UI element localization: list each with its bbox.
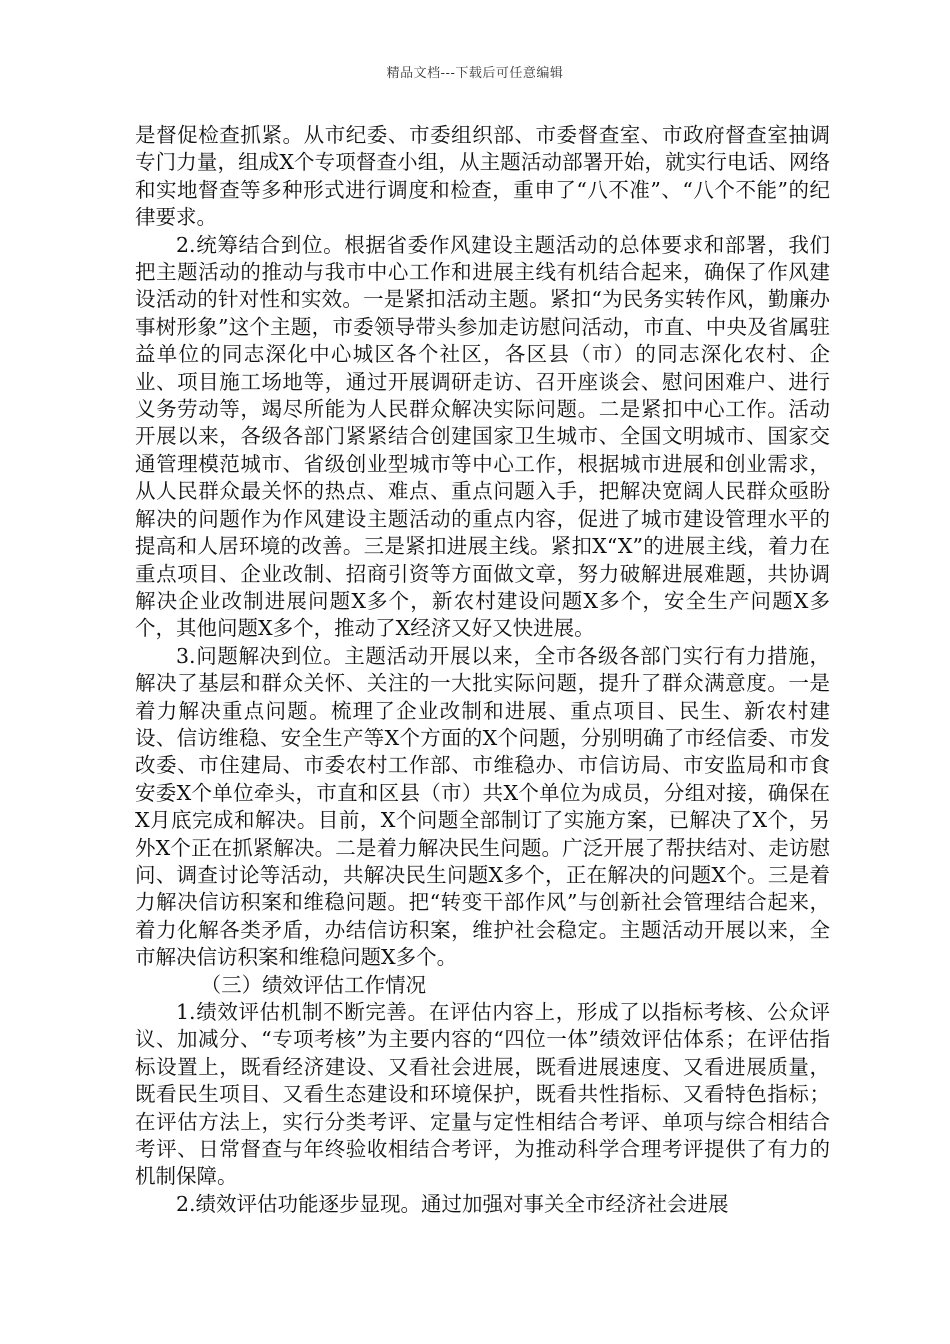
paragraph: 1.绩效评估机制不断完善。在评估内容上，形成了以指标考核、公众评议、加减分、“专项考核”为主要内容的“四位一体”绩效评估体系；在评估指标设置上，既看经济建设、又看社会进展，既看进展速度、又看进展质量，既看民生项目、又看生态建设和环境保护，既看共性指标、又看特色指标；在评估方法上，实行分类考评、定量与定性相结合考评、单项与综合相结合考评、日常督查与年终验收相结合考评，为推动科学合理考评提供了有力的机制保障。 — [135, 1000, 830, 1189]
paragraph: 是督促检查抓紧。从市纪委、市委组织部、市委督查室、市政府督查室抽调专门力量，组成X个专项督查小组，从主题活动部署开始，就实行电话、网络和实地督查等多种形式进行调度和检查，重申了“八不准”、“八个不能”的纪律要求。 — [135, 123, 830, 230]
paragraph: 2.绩效评估功能逐步显现。通过加强对事关全市经济社会进展 — [176, 1191, 729, 1216]
document-body — [135, 122, 830, 1218]
page-header: 精品文档---下载后可任意编辑 — [386, 66, 564, 81]
paragraph: 3.问题解决到位。主题活动开展以来，全市各级各部门实行有力措施，解决了基层和群众关怀、关注的一大批实际问题，提升了群众满意度。一是着力解决重点问题。梳理了企业改制和进展、重点项目、民生、新农村建设、信访维稳、安全生产等X个方面的X个问题，分别明确了市经信委、市发改委、市住建局、市委农村工作部、市维稳办、市信访局、市安监局和市食安委X个单位牵头，市直和区县（市）共X个单位为成员，分组对接，确保在X月底完成和解决。目前，X个问题全部制订了实施方案，已解决了X个，另外X个正在抓紧解决。二是着力解决民生问题。广泛开展了帮扶结对、走访慰问、调查讨论等活动，共解决民生问题X多个，正在解决的问题X个。三是着力解决信访积案和维稳问题。把“转变干部作风”与创新社会管理结合起来，着力化解各类矛盾，办结信访积案，维护社会稳定。主题活动开展以来，全市解决信访积案和维稳问题X多个。 — [135, 643, 830, 970]
section-heading: （三）绩效评估工作情况 — [200, 972, 427, 997]
paragraph: 2.统筹结合到位。根据省委作风建设主题活动的总体要求和部署，我们把主题活动的推动与我市中心工作和进展主线有机结合起来，确保了作风建设活动的针对性和实效。一是紧扣活动主题。紧扣“为民务实转作风，勤廉办事树形象”这个主题，市委领导带头参加走访慰问活动，市直、中央及省属驻益单位的同志深化中心城区各个社区，各区县（市）的同志深化农村、企业、项目施工场地等，通过开展调研走访、召开座谈会、慰问困难户、进行义务劳动等，竭尽所能为人民群众解决实际问题。二是紧扣中心工作。活动开展以来，各级各部门紧紧结合创建国家卫生城市、全国文明城市、国家交通管理模范城市、省级创业型城市等中心工作，根据城市进展和创业需求，从人民群众最关怀的热点、难点、重点问题入手，把解决宽阔人民群众亟盼解决的问题作为作风建设主题活动的重点内容，促进了城市建设管理水平的提高和人居环境的改善。三是紧扣进展主线。紧扣X“X”的进展主线，着力在重点项目、企业改制、招商引资等方面做文章，努力破解进展难题，共协调解决企业改制进展问题X多个，新农村建设问题X多个，安全生产问题X多个，其他问题X多个，推动了X经济又好又快进展。 — [135, 232, 830, 641]
